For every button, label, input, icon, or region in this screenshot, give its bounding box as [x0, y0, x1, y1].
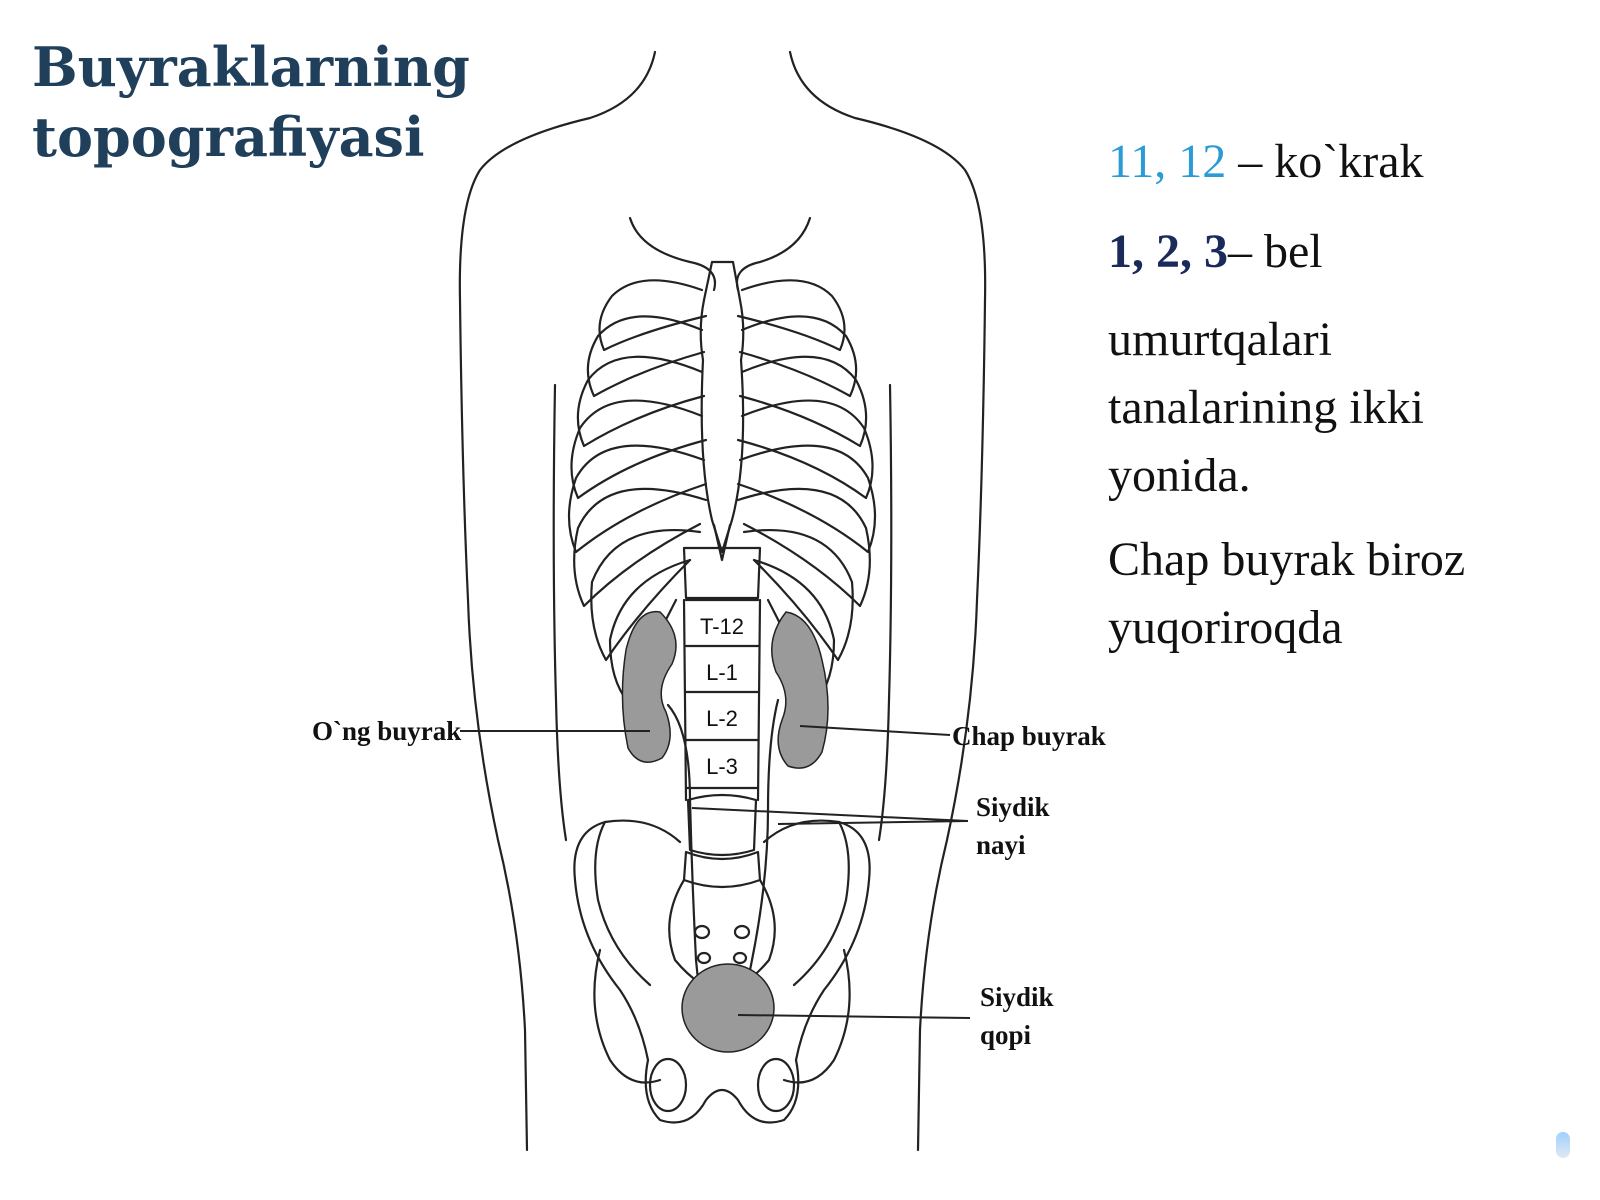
note-line-7: yuqoriroqda — [1108, 601, 1343, 654]
note-line-5: yonida. — [1108, 449, 1251, 502]
bladder-label-line-2: qopi — [980, 1020, 1032, 1050]
title-line-1: Buyraklarning — [32, 35, 470, 99]
lumbar-numbers: 1, 2, 3 — [1108, 225, 1228, 278]
note-thoracic — [1108, 128, 1578, 196]
vertebra-label: L-1 — [706, 660, 738, 685]
vertebra-label: T-12 — [699, 614, 745, 639]
left-arm-line — [554, 385, 566, 840]
left-clavicle — [737, 218, 810, 290]
left-iliac — [764, 821, 870, 1060]
right-kidney — [622, 612, 676, 763]
right-kidney-label: O`ng buyrak — [312, 716, 462, 746]
vertebra-label: L-3 — [706, 754, 738, 779]
bladder — [682, 964, 774, 1052]
note-lumbar — [1108, 218, 1578, 286]
thoracic-text: – ko`krak — [1226, 135, 1424, 188]
xiphoid — [714, 525, 730, 560]
notes-panel — [1108, 128, 1578, 662]
right-clavicle — [630, 218, 715, 290]
ureter-leader-1 — [692, 808, 968, 821]
right-iliac — [574, 821, 680, 1060]
pelvic-floor — [646, 1060, 799, 1123]
body-outline-right — [790, 52, 985, 1150]
note-line-4: tanalarining ikki — [1108, 381, 1424, 434]
left-ureter — [744, 700, 778, 1000]
right-arm-line — [879, 385, 891, 840]
vertebra-label: L-2 — [706, 706, 738, 731]
title-line-2: topografiyasi — [32, 105, 425, 169]
scroll-indicator[interactable] — [1556, 1132, 1570, 1158]
lumbar-text: – bel — [1228, 225, 1323, 278]
ureter-label-line-2: nayi — [976, 830, 1026, 860]
bladder-label-line-1: Siydik — [980, 982, 1054, 1012]
thoracic-numbers: 11, 12 — [1108, 135, 1227, 188]
note-line-3: umurtqalari — [1108, 313, 1332, 366]
sternum — [701, 262, 744, 552]
left-kidney-label: Chap buyrak — [952, 721, 1106, 751]
ureter-label-line-1: Siydik — [976, 792, 1050, 822]
note-line-6: Chap buyrak biroz — [1108, 533, 1466, 586]
